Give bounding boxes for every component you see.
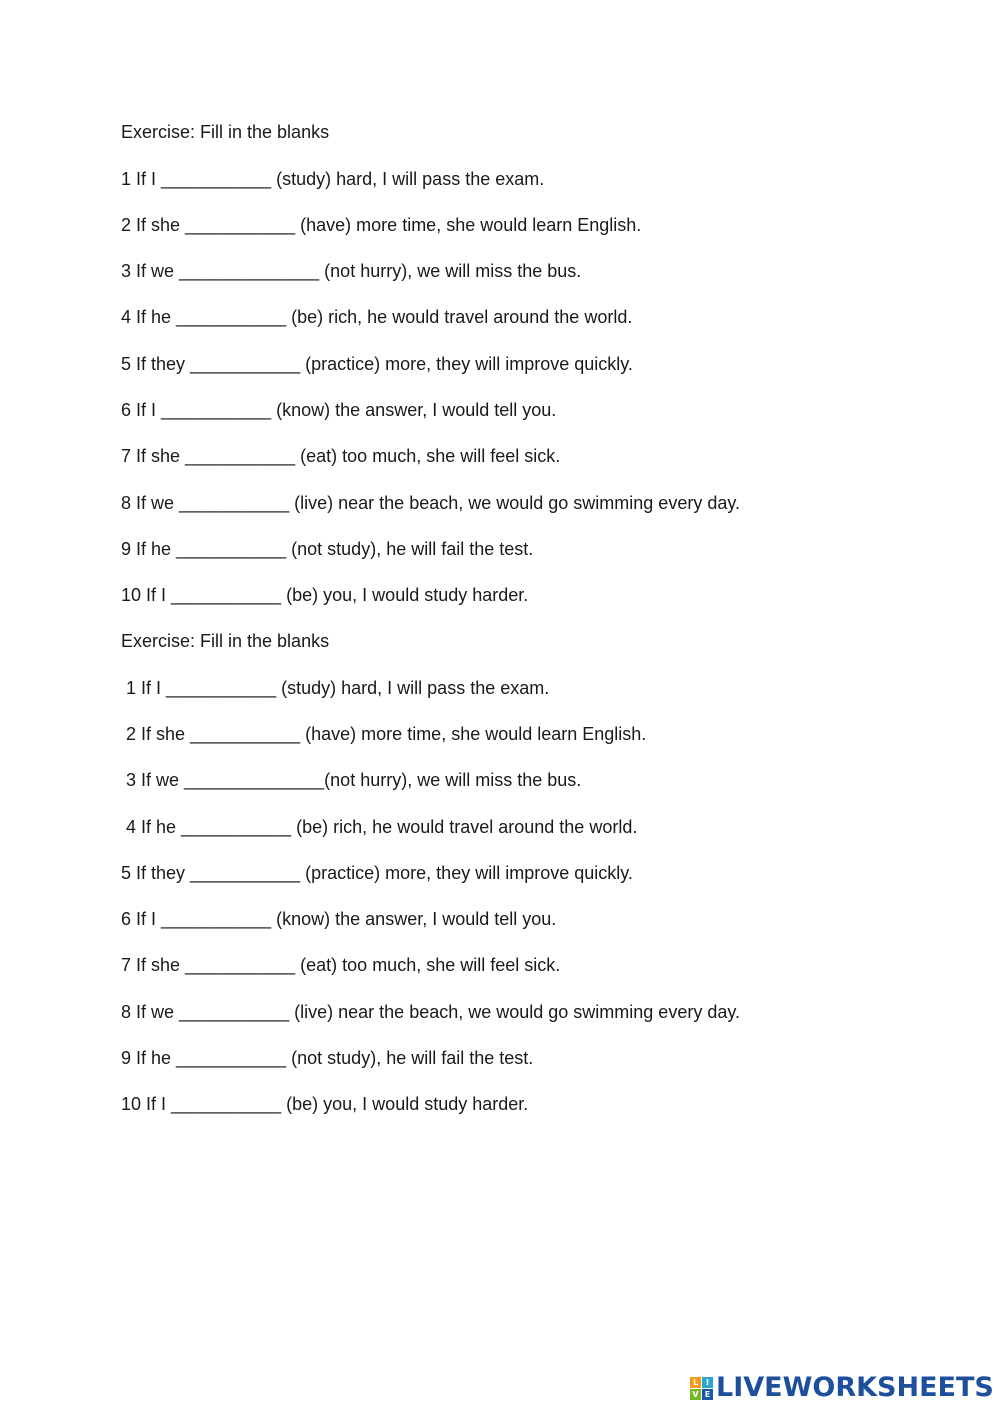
section-2-item-3: 3 If we ______________(not hurry), we will miss the bus. xyxy=(126,770,582,790)
section-1-item-7: 7 If she ___________ (eat) too much, she will feel sick. xyxy=(121,446,561,466)
section-1-item-2: 2 If she ___________ (have) more time, she would learn English. xyxy=(121,215,642,235)
section-1-title: Exercise: Fill in the blanks xyxy=(121,122,330,142)
section-1-item-4: 4 If he ___________ (be) rich, he would travel around the world. xyxy=(121,307,633,327)
logo-mark-letter: I xyxy=(702,1377,713,1388)
section-1-item-9: 9 If he ___________ (not study), he will fail the test. xyxy=(121,539,534,559)
section-1-item-3: 3 If we ______________ (not hurry), we will miss the bus. xyxy=(121,261,582,281)
section-2-item-7: 7 If she ___________ (eat) too much, she will feel sick. xyxy=(121,955,561,975)
section-2-item-8: 8 If we ___________ (live) near the beach, we would go swimming every day. xyxy=(121,1002,741,1022)
section-1-item-1: 1 If I ___________ (study) hard, I will pass the exam. xyxy=(121,169,545,189)
section-2-item-2: 2 If she ___________ (have) more time, she would learn English. xyxy=(126,724,647,744)
logo-mark-letter: V xyxy=(690,1389,701,1400)
liveworksheets-logo-icon xyxy=(690,1377,713,1400)
section-2-item-4: 4 If he ___________ (be) rich, he would travel around the world. xyxy=(126,817,638,837)
section-1-item-5: 5 If they ___________ (practice) more, they will improve quickly. xyxy=(121,354,633,374)
section-2-item-1: 1 If I ___________ (study) hard, I will pass the exam. xyxy=(126,678,550,698)
logo-mark-letter: E xyxy=(702,1389,713,1400)
section-1-item-10: 10 If I ___________ (be) you, I would study harder. xyxy=(121,585,529,605)
section-2-item-5: 5 If they ___________ (practice) more, they will improve quickly. xyxy=(121,863,633,883)
section-1-item-8: 8 If we ___________ (live) near the beach, we would go swimming every day. xyxy=(121,493,741,513)
logo-text: LIVEWORKSHEETS xyxy=(716,1372,994,1403)
section-2-title: Exercise: Fill in the blanks xyxy=(121,631,330,651)
logo-mark-letter: L xyxy=(690,1377,701,1388)
section-2-item-6: 6 If I ___________ (know) the answer, I would tell you. xyxy=(121,909,557,929)
section-2-item-9: 9 If he ___________ (not study), he will fail the test. xyxy=(121,1048,534,1068)
liveworksheets-logo xyxy=(690,1373,994,1403)
section-2-item-10: 10 If I ___________ (be) you, I would study harder. xyxy=(121,1094,529,1114)
section-1-item-6: 6 If I ___________ (know) the answer, I would tell you. xyxy=(121,400,557,420)
